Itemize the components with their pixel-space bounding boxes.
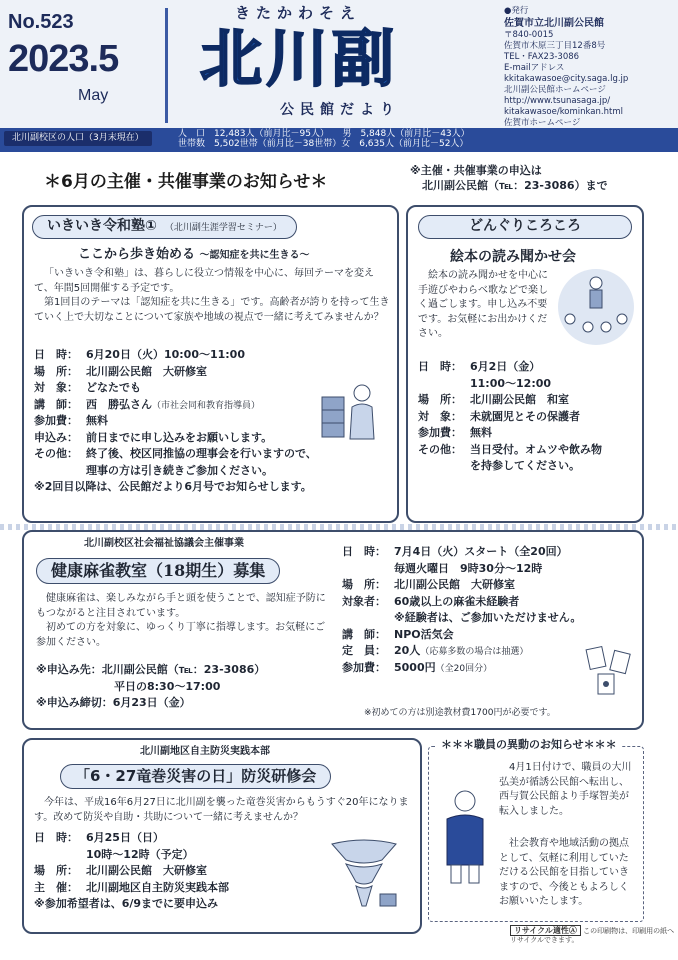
staff-transfer-notice [428,738,644,922]
detail-value: を持参してください。 [470,459,580,472]
detail-row [342,594,581,611]
event-details [34,347,317,496]
detail-row [34,380,317,397]
detail-value: 北川副地区自主防災実践本部 [86,880,229,894]
detail-row [34,863,229,880]
detail-value: 北川副公民館 大研修室 [86,864,207,877]
event-footnote: ※参加希望者は、6/9までに要申込み [34,897,219,910]
event-desc-2: 初めての方を対象に、ゆっくり丁寧に指導します。お気軽にご参加ください。 [36,622,326,648]
tornado-illustration [324,836,404,920]
event-heading: 絵本の読み聞かせ会 [450,249,576,265]
detail-label: 場 所： [418,393,462,406]
detail-row [418,392,602,409]
detail-value: どなたでも [86,381,141,394]
detail-row [418,376,602,393]
detail-row [342,544,581,561]
section-title: ＊6月の主催・共催事業のお知らせ＊ [44,172,328,192]
detail-value: 終了後、校区同推協の理事会を行いますので、 [86,447,317,460]
detail-label: 日 時： [418,360,462,373]
event-footnote: ※2回目以降は、公民館だより6月号でお知らせします。 [34,480,312,493]
detail-value: 西 勝弘さん [86,397,152,411]
detail-note: （全20回分） [435,663,493,674]
detail-label: 日 時： [342,545,386,558]
apply-time: 平日の8:30～17:00 [114,679,221,693]
event-title: 「6・27竜巻災害の日」防災研修会 [75,767,317,785]
detail-row [34,446,317,463]
mahjong-tiles-illustration [584,644,638,704]
event-title-pill [60,764,331,789]
event-organizer: 北川副校区社会福祉協議会主催事業 [84,538,244,549]
detail-note: （市社会同和教育指導員） [152,400,261,411]
detail-value: 6月20日（火）10:00～11:00 [86,348,245,361]
event-details [34,830,229,913]
recycle-mark [510,926,678,945]
event-heading [78,247,310,263]
detail-value: 前日までに申し込みをお願いします。 [86,430,273,444]
publisher-info [504,6,674,141]
event-description: 今年は、平成16年6月27日に北川副を襲った竜巻災害からもうすぐ20年になります。改めて防災や自助・共助について一緒に考えませんか？ [34,797,409,823]
issue-number: No.523 [8,11,74,33]
issue-info [8,8,168,123]
event-title: 健康麻雀教室（18期生）募集 [51,561,266,580]
detail-label: 講 師： [342,627,386,641]
detail-value: 北川副公民館 和室 [470,393,569,406]
detail-row [34,880,229,897]
event-details [342,544,581,676]
staff-notice-body-1: 4月1日付けで、職員の大川弘美が循誘公民館へ転出し、西与賀公民館より手塚智美が転入しました。 [499,762,632,817]
detail-row [342,660,581,677]
event-details [418,359,602,475]
detail-value: 北川副公民館 大研修室 [394,578,515,591]
detail-value: 当日受付。オムツや飲み物 [470,442,602,456]
detail-row [418,409,602,426]
detail-row [342,627,581,644]
event-desc-1: 「いきいき令和塾」は、暮らしに役立つ情報を中心に、毎回テーマを変えて、年間5回開催する予定です。 [34,268,374,294]
notice-line-1: ※主催・共催事業の申込は [410,164,542,177]
detail-label: 日 時： [34,348,78,361]
detail-value: NPO活気会 [394,627,454,641]
detail-label: 主 催： [34,880,78,894]
detail-row [418,359,602,376]
publisher-hp-label: 北川副公民館ホームページ [504,85,606,96]
population-line-2: 世帯数 5,502世帯（前月比－38世帯）女 6,635人（前月比－52人） [178,139,469,150]
detail-value: 未就園児とその保護者 [470,409,580,423]
detail-row [342,577,581,594]
event-title: いきいき令和塾① [47,218,157,234]
detail-label: 対 象： [418,409,462,423]
publisher-name: 佐賀市立北川副公民館 [504,18,604,30]
staff-person-illustration [437,787,493,891]
detail-label: 場 所： [34,864,78,877]
detail-row [418,458,602,475]
population-line-1: 人 口 12,483人（前月比－95人） 男 5,848人（前月比－43人） [178,129,470,139]
staff-notice-title: ＊＊＊職員の異動のお知らせ＊＊＊ [437,738,621,752]
publisher-postal: 〒840-0015 [504,30,554,41]
staff-notice-body-2: 社会教育や地域活動の拠点として、気軽に利用していただける公民館を目指していきますので、今後ともよろしくお願いいたします。 [499,838,629,907]
detail-label: 申込み： [34,430,78,444]
publisher-address: 佐賀市木原三丁目12番8号 [504,41,606,52]
detail-label: 場 所： [34,364,78,378]
detail-row [34,847,229,864]
detail-extra: 理事の方は引き続きご参加ください。 [86,463,273,477]
recycle-note: この印刷物は、印刷用の紙へリサイクルできます。 [510,927,675,944]
detail-label: 参加費： [34,414,78,427]
publisher-tel: TEL・FAX23-3086 [504,52,580,63]
recycle-label: リサイクル適性Ⓐ [510,925,581,936]
title-kana: きたかわそえ [235,4,362,22]
event-desc-1: 健康麻雀は、楽しみながら手と頭を使うことで、認知症予防にもつながると注目されています。 [36,593,326,619]
event-organizer: 北川副地区自主防災実践本部 [140,746,270,757]
event-title-pill [36,558,280,584]
event-title-pill [32,215,297,239]
city-hp-label: 佐賀市ホームページ [504,118,581,129]
publisher-label: ●発行 [504,6,529,16]
event-description: 絵本の読み聞かせを中心に手遊びやわらべ歌などで楽しく過ごします。申し込み不要です。お気軽にお出かけください。 [418,270,548,339]
detail-value: 60歳以上の麻雀未経験者 [394,594,520,608]
event-description [36,592,326,650]
event-donguri [406,205,644,523]
newsletter-subtitle: 公民館だより [280,102,400,118]
detail-value: ※経験者は、ご参加いただけません。 [394,611,582,624]
apply-info [36,662,265,712]
detail-value: 6月25日（日） [86,831,164,844]
detail-value: 7月4日（火）スタート（全20回） [394,545,568,558]
detail-label: 定 員： [342,644,386,657]
detail-row [34,413,317,430]
publisher-email[interactable]: kkitakawasoe@city.saga.lg.jp [504,74,629,85]
detail-label: 参加費： [342,660,386,674]
detail-label: 対象者： [342,594,386,608]
detail-row [34,830,229,847]
publisher-email-label: E-mailアドレス [504,63,565,74]
apply-line: ※申込み先：北川副公民館（℡：23-3086） [36,663,266,676]
detail-label: 対 象： [34,381,78,394]
detail-value: 北川副公民館 大研修室 [86,364,207,378]
event-title: どんぐりころころ [469,218,581,234]
publisher-hp-url[interactable]: http://www.tsunasaga.jp/ kitakawasoe/kominkan.html [504,96,623,118]
masthead [0,0,678,130]
detail-value: 毎週火曜日 9時30分～12時 [394,561,543,575]
elderly-person-illustration [320,377,380,447]
detail-row [418,425,602,442]
application-notice [410,164,608,194]
detail-row [342,561,581,578]
detail-row [34,347,317,364]
detail-row [34,430,317,447]
detail-label: 講 師： [34,397,78,411]
detail-note: （応募多数の場合は抽選） [420,647,529,657]
event-heading-sub: 〜認知症を共に生きる〜 [199,250,310,261]
event-description [34,267,390,325]
event-footnote: ※初めての方は別途教材費1700円が必要です。 [364,708,556,718]
event-disaster-training [22,738,422,934]
detail-row [342,643,581,660]
event-reiwa-juku [22,205,399,523]
detail-value: 無料 [86,414,108,427]
detail-value: 6月2日（金） [470,360,541,373]
detail-label: その他： [418,442,462,456]
population-bar [0,128,678,152]
detail-label: 場 所： [342,578,386,591]
event-heading-main: ここから歩き始める [78,247,196,262]
event-tag: （北川副生涯学習セミナー） [164,223,282,233]
population-figures [178,129,470,150]
detail-row [342,610,581,627]
notice-line-2: 北川副公民館（℡：23-3086）まで [422,178,608,192]
storytelling-illustration [558,269,634,345]
issue-year-month: 2023.5 [8,38,119,80]
issue-month-en: May [78,87,109,104]
detail-value: 5000円 [394,660,436,674]
detail-label: 参加費： [418,426,462,439]
detail-value: 11:00～12:00 [470,376,552,390]
detail-row [34,364,317,381]
event-mahjong [22,530,644,730]
event-desc-2: 第1回目のテーマは「認知症を共に生きる」です。高齢者が誇りを持って生きていく上で大切なことについて家族や地域の視点で一緒に考えてみませんか？ [34,297,390,323]
population-label: 北川副校区の人口（3月末現在） [4,131,152,146]
apply-deadline: ※申込み締切：6月23日（金） [36,696,191,709]
detail-value: 無料 [470,426,492,439]
detail-row [34,397,317,414]
detail-label: その他： [34,447,78,460]
detail-row [418,442,602,459]
newsletter-title: 北川副 [200,22,399,95]
event-title-pill [418,215,632,239]
detail-value: 10時～12時（予定） [86,847,194,861]
detail-value: 20人 [394,644,421,657]
detail-label: 日 時： [34,831,78,844]
